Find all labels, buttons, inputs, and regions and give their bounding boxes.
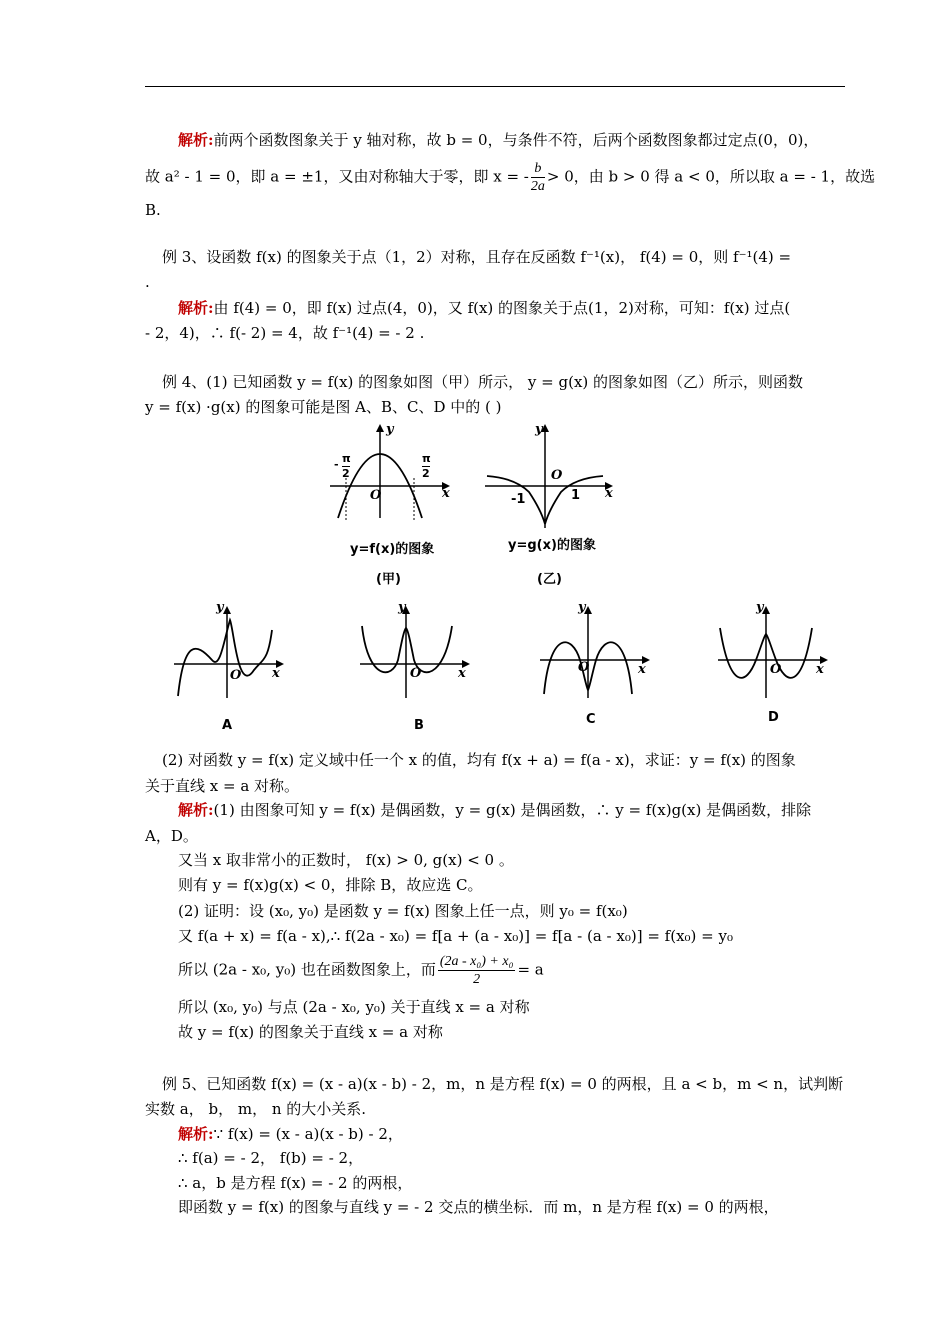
axis-label-x: x [458,666,466,681]
origin-label: O [370,488,382,503]
origin-label: O [578,660,590,675]
caption-jia: y=f(x)的图象 [350,542,435,557]
analysis-label: 解析: [178,299,214,317]
fraction-midpoint: $\frac{\text{(2a - x₀) + x₀}}{2}$ [439,954,514,987]
option-b-graph [358,600,473,700]
tick-one: 1 [571,488,581,503]
axis-label-x: x [816,662,824,677]
tick-minus-one: -1 [511,492,526,507]
axis-label-y: y [398,600,406,615]
ex3-question-line2: . [145,273,150,291]
ex4-part2-line1: (2) 对函数 y = f(x) 定义域中任一个 x 的值，均有 f(x + a) = f(a - x)，求证：y = f(x) 的图象 [162,751,796,769]
option-a-label: A [222,718,233,733]
ex3-question-line1: 例 3、设函数 f(x) 的图象关于点（1，2）对称，且存在反函数 f⁻¹(x)， f(4) = 0，则 f⁻¹(4) = [162,248,792,266]
option-d-graph [716,600,831,700]
ex2-analysis-line1: 解析:前两个函数图象关于 y 轴对称，故 b = 0，与条件不符，后两个函数图象都过定点(0，0)， [178,131,819,149]
caption-yi: y=g(x)的图象 [508,538,596,553]
ex3-analysis-line1: 解析:由 f(4) = 0，即 f(x) 过点(4，0)，又 f(x) 的图象关于点(1，2)对称，可知：f(x) 过点( [178,299,791,317]
ex3-analysis-line2: - 2，4)，∴ f(- 2) = 4，故 f⁻¹(4) = - 2 . [145,324,425,342]
figure-jia [330,420,450,520]
ex5-analysis-line4: 即函数 y = f(x) 的图象与直线 y = - 2 交点的横坐标．而 m，n 是方程 f(x) = 0 的两根， [178,1198,779,1216]
ex5-question-line1: 例 5、已知函数 f(x) = (x - a)(x - b) - 2，m，n 是方程 f(x) = 0 的两根，且 a < b，m < n，试判断 [162,1075,844,1093]
origin-label: O [410,666,422,681]
axis-label-y: y [386,422,394,437]
ex4-analysis-line5: (2) 证明：设 (x₀, y₀) 是函数 y = f(x) 图象上任一点，则 y₀ = f(x₀) [178,902,628,920]
option-a-graph [172,600,287,700]
tick-left-pi: π [342,452,351,465]
origin-label: O [551,468,563,483]
sub-caption-yi: (乙) [537,572,562,587]
option-b-label: B [414,718,424,733]
analysis-label: 解析: [178,131,214,149]
option-d-label: D [768,710,779,725]
origin-label: O [770,662,782,677]
option-c-label: C [586,712,596,727]
ex4-analysis-line6: 又 f(a + x) = f(a - x),∴ f(2a - x₀) = f[a + (a - x₀)] = f[a - (a - x₀)] = f(x₀) = y₀ [178,927,733,945]
ex4-question-line2: y = f(x) ·g(x) 的图象可能是图 A、B、C、D 中的 ( ) [145,398,502,416]
ex4-analysis-line8: 所以 (x₀, y₀) 与点 (2a - x₀, y₀) 关于直线 x = a 对称 [178,998,530,1016]
header-rule [145,86,845,87]
ex5-analysis-line2: ∴ f(a) = - 2， f(b) = - 2， [178,1149,364,1167]
axis-label-x: x [638,662,646,677]
analysis-label: 解析: [178,801,214,819]
origin-label: O [230,668,242,683]
tick-right-den: 2 [422,467,430,480]
ex2-analysis-line2: 故 a² - 1 = 0，即 a = ±1，又由对称轴大于零，即 x = - $\frac{b}{2a}$ > 0，由 b > 0 得 a < 0，所以取 a = - 1，故选 [145,161,876,194]
axis-label-y: y [578,600,586,615]
option-c-graph [538,600,653,700]
axis-label-y: y [216,600,224,615]
axis-label-y: y [756,600,764,615]
axis-label-y: y [535,422,543,437]
ex4-part2-line2: 关于直线 x = a 对称。 [145,777,300,795]
axis-label-x: x [442,486,450,501]
ex4-analysis-line1: 解析:(1) 由图象可知 y = f(x) 是偶函数，y = g(x) 是偶函数，∴ y = f(x)g(x) 是偶函数，排除 [178,801,812,819]
figure-yi [485,420,615,530]
ex4-analysis-line3: 又当 x 取非常小的正数时， f(x) > 0, g(x) < 0 。 [178,851,514,869]
tick-right-pi: π [422,452,431,465]
ex2-analysis-line3: B. [145,201,161,219]
ex5-question-line2: 实数 a， b， m， n 的大小关系. [145,1100,367,1118]
axis-label-x: x [605,486,613,501]
sub-caption-jia: (甲) [376,572,401,587]
fraction-b-over-2a: $\frac{b}{2a}$ [530,161,545,194]
ex4-analysis-line2: A，D。 [145,827,198,845]
ex5-analysis-line3: ∴ a，b 是方程 f(x) = - 2 的两根， [178,1174,413,1192]
ex4-analysis-line4: 则有 y = f(x)g(x) < 0，排除 B，故应选 C。 [178,876,483,894]
ex5-analysis-line1: 解析:∵ f(x) = (x - a)(x - b) - 2， [178,1125,403,1143]
axis-label-x: x [272,666,280,681]
analysis-label: 解析: [178,1125,214,1143]
ex4-analysis-line9: 故 y = f(x) 的图象关于直线 x = a 对称 [178,1023,443,1041]
tick-left-sign: - [334,458,339,471]
tick-left-den: 2 [342,467,350,480]
ex4-question-line1: 例 4、(1) 已知函数 y = f(x) 的图象如图（甲）所示， y = g(x) 的图象如图（乙）所示，则函数 [162,373,804,391]
ex4-analysis-line7: 所以 (2a - x₀, y₀) 也在函数图象上，而 $\frac{\text{(2a - x₀) + x₀}}{2}$ = a [178,954,544,987]
